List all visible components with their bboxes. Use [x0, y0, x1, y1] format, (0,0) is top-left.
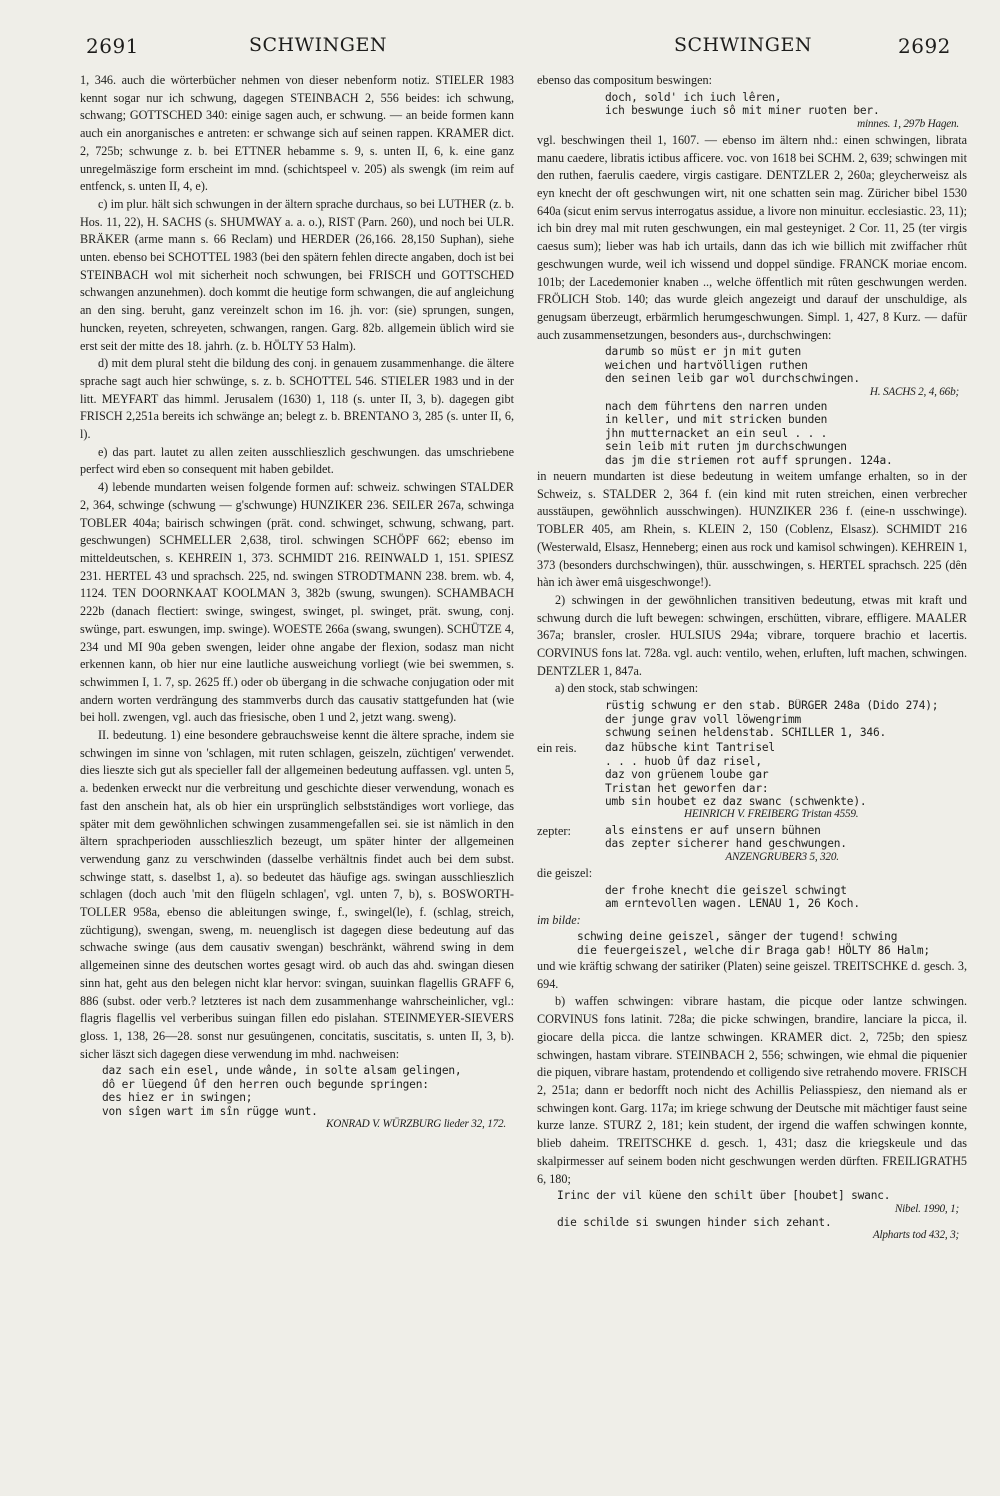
verse-quote — [605, 91, 967, 131]
verse-quote — [102, 1064, 514, 1131]
paragraph: e) das part. lautet zu allen zeiten ausschlieszlich geschwungen. das umschriebene perfect wird eben so consequent mit haben gebildet. — [80, 444, 514, 477]
quote-label: ein reis. — [537, 741, 577, 756]
verse-line: rüstig schwung er den stab. BÜRGER 248a (Dido 274); — [605, 699, 939, 713]
verse-line: weichen und hartvölligen ruthen — [605, 358, 808, 372]
verse-quote — [605, 400, 967, 467]
verse-line: die feuergeiszel, welche dir Braga gab! HÖLTY 86 Halm; — [577, 943, 930, 957]
quote-source: H. SACHS 2, 4, 66b; — [869, 385, 959, 398]
verse-line: . . . huob ûf daz risel, — [605, 754, 762, 768]
labeled-quote — [537, 823, 967, 865]
verse-quote — [577, 930, 967, 957]
verse-line: ich beswunge iuch sô mit miner ruoten ber. — [605, 104, 880, 118]
quote-label: die geiszel: — [537, 866, 593, 881]
verse-line: schwing deine geiszel, sänger der tugend! schwing — [577, 930, 898, 944]
verse-line: Irinc der vil küene den schilt über [houbet] swanc. — [557, 1189, 891, 1203]
page-header — [0, 34, 1000, 68]
quote-source: KONRAD V. WÜRZBURG lieder 32, 172. — [325, 1118, 506, 1130]
paragraph: 4) lebende mundarten weisen folgende formen auf: schweiz. schwingen STALDER 2, 364, schwinge (schwung — g'schwunge) HUNZIKER 236. SEILER 267a, schwinga TOBLER 404a; bairisch schwingen (prät. cond. schwinget, schwung, schwang, part. geschwungen) SCHMELLER 2,638, tirol. schwingen SCHÖPF 662; ebenso im mitteldeutschen, s. KEHREIN 1, 373. SCHMIDT 216. REINWALD 1, 151. SPIESZ 231. HERTEL 43 und sprachsch. 225, nd. swingen STRODTMANN 238. brem. wb. 4, 1124. TEN DOORNKAAT KOOLMAN 3, 382b (swung, swungen). SCHAMBACH 222b (danach flectiert: swinge, swingest, swinget, pl. swinget, prät. swung, conj. swünge, part. eswungen, imp. swinge). WOESTE 266a (swang, swungen). SCHÜTZE 4, 234 und MI 90a geben swengen, leider ohne angabe der flexion, sodasz man nicht erkennen kann, ob hier nur eine lautliche ausweichung vorliegt (wie bei swemmen, s. schwimmen I, 1. 7, sp. 2625 ff.) oder ob übergang in die schwache conjugation oder mit andern worten verdrängung des stammverbs durch das causativ stattgefunden hat (wie bei holl. zwengen, vgl. auch das friesische, oben 1 und 2, jetzt wang. sweng). — [80, 480, 514, 725]
quote-source: ANZENGRUBER3 5, 320. — [725, 850, 839, 863]
paragraph: c) im plur. hält sich schwungen in der ältern sprache durchaus, so bei LUTHER (z. b. Hos. 11, 22), H. SACHS (s. SHUMWAY a. a. o.), RIST (Parn. 260), und noch bei ULR. BRÄKER (arme mann s. 66 Reclam) und HERDER (26,166. 28,150 Suphan), siehe unten. ebenso bei SCHOTTEL 1983 (bei den spätern fehlen directe angaben, doch ist bei STEINBACH wol mit sicherheit noch schwungen, bei FRISCH und GOTTSCHED schwangen anzunehmen). doch kommt die heutige form schwangen, die auf angleichung an den sing. beruht, ganz vereinzelt schon im 16. jh. vor: (sie) sprungen, sungen, huncken, reyeten, schreyeten, schwangen, rangen. Garg. 82b. allgemein üblich wird sie erst seit der mitte des 18. jahrh. (z. b. HÖLTY 53 Halm). — [80, 196, 514, 353]
quote-source: HEINRICH V. FREIBERG Tristan 4559. — [683, 808, 859, 821]
quote-source: minnes. 1, 297b Hagen. — [857, 117, 959, 130]
verse-line: der frohe knecht die geiszel schwingt — [605, 883, 847, 897]
verse-quote — [605, 741, 866, 821]
paragraph: b) waffen schwingen: vibrare hastam, die picque oder lantze schwingen. CORVINUS fons latinit. 728a; die picke schwingen, brandire, lanciare la picca, il. giocare della picca. die lantze schwingen. KRAMER dict. 2, 725b; den spiesz schwingen, hastam vibrare. STEINBACH 2, 556; schwingen, wie ehmal die piquenier die piquen, vibrare hastam, protendendo et colligendo sive retrahendo movere. FRISCH 2, 251a; dann er bedorfft noch nicht des Achillis Peliasspiesz, den niemand als er schwingen kont. Garg. 117a; im kriege schwung der Deutsche mit mächtiger faust seine kurze lanze. STURZ 2, 181; kein student, der irgend die waffen schwingen konnte, blieb daheim. TREITSCHKE d. gesch. 1, 431; dasz die kriegskeule und das skalpirmesser auf seinem boden nicht geschwungen werden dürften. FREILIGRATH5 6, 180; — [537, 994, 967, 1186]
quote-label: zepter: — [537, 823, 572, 838]
verse-quote — [605, 824, 847, 864]
verse-line: doch, sold' ich iuch lêren, — [605, 90, 782, 104]
verse-line: des hiez er in swingen; — [102, 1091, 253, 1105]
verse-line: umb sin houbet ez daz swanc (schwenkte). — [605, 795, 867, 808]
paragraph: ebenso das compositum beswingen: — [537, 73, 712, 87]
verse-line: die schilde si swungen hinder sich zehant. — [557, 1216, 832, 1230]
paragraph: d) mit dem plural steht die bildung des conj. in genauem zusammenhange. die ältere sprache sagt auch hier schwünge, s. z. b. SCHOTTEL 546. STIELER 1983 und in der litt. MEYFART das himml. Jerusalem (1630) 1, 118 (s. unter II, 3, b). dagegen gibt FRISCH 2,251a bereits ich schwänge an; belegt z. b. BRENTANO 3, 285 (s. unter II, 6, l). — [80, 356, 514, 442]
verse-quote — [557, 1189, 967, 1243]
verse-line: sein leib mit ruten jm durchschwungen — [605, 440, 847, 454]
verse-line: darumb so müst er jn mit guten — [605, 345, 802, 359]
verse-line: Tristan het geworfen dar: — [605, 781, 769, 795]
paragraph: II. bedeutung. 1) eine besondere gebrauchsweise kennt die ältere sprache, indem sie schwingen im sinne von 'schlagen, mit ruten schlagen, geiszeln, züchtigen' verwendet. dies lieszte sich gut als specieller fall der allgemeinen bedeutung auffassen. vgl. unten 5, a. bedenken erweckt nur die verbreitung und geschichte dieser verwendung, wonach es fast den anschein hat, als ob hier ein ursprünglich selbstständiges wort vorliege, das später mit dem gewöhnlichen schwingen zusammengefallen sei. sie ist nämlich in den ältern sprachperioden ausschlieszlich bezeugt, um später hinter der allgemeinen verwendung ganz zu verschwinden (dasselbe verhältnis findet auch bei dem subst. schwinge statt, s. daselbst 1, a). so bedeutet das häufige ags. swingan ausschlieszlich schlagen (doch auch 'mit den flügeln schlagen', vgl. unten 7, b), s. BOSWORTH-TOLLER 958a, ebenso die ableitungen swinge, f., swingel(le), f. (schlag, streich, züchtigung), swengan, sweng, m. neuenglisch ist dagegen diese bedeutung auf das schwache swinge (aus dem causativ swengan) beschränkt, während swing in dem allgemeinen sinne des deutschen wortes gesagt wird. ob auch das ahd. swingan diesen sinn hat, geht aus den belegen nicht klar hervor: svingan, suuinkan flagellis GRAFF 6, 886 (subst. oder verb.? letzteres ist nach dem zusammenhange wahrscheinlicher, vgl.: flagris flagellis vel verberibus suingan fillen edo pislahan. STEINMEYER-SIEVERS gloss. 1, 138, 26—28. sonst nur gesuüngenen, concitatis, suscitatis, s. unten II, 3, b). sicher läszt sich dagegen diese verwendung im mhd. nachweisen: — [80, 728, 514, 1061]
verse-line: daz sach ein esel, unde wânde, in solte alsam gelingen, — [102, 1064, 462, 1078]
verse-line: in keller, und mit stricken bunden — [605, 413, 828, 427]
left-column — [80, 72, 514, 1132]
verse-line: daz von grüenem loube gar — [605, 768, 769, 782]
verse-line: das jm die striemen rot auff sprungen. 124a. — [605, 453, 893, 467]
verse-line: das zepter sicherer hand geschwungen. — [605, 837, 847, 851]
right-page-number: 2692 — [898, 34, 951, 58]
verse-quote — [605, 699, 967, 739]
quote-label: im bilde: — [537, 912, 581, 927]
paragraph: und wie kräftig schwang der satiriker (Platen) seine geiszel. TREITSCHKE d. gesch. 3, 694. — [537, 959, 967, 991]
verse-line: dô er lüegend ûf den herren ouch begunde springen: — [102, 1077, 429, 1091]
paragraph: a) den stock, stab schwingen: — [555, 681, 699, 696]
left-running-head: SCHWINGEN — [249, 34, 387, 56]
verse-line: nach dem führtens den narren unden — [605, 399, 828, 413]
verse-quote — [605, 884, 967, 911]
paragraph: vgl. beschwingen theil 1, 1607. — ebenso im ältern nhd.: einen schwingen, librata manu caedere, libratis ictibus afficere. voc. von 1618 bei SCHM. 2, 639; schwingen mit den ruthen, faerulis caedere, virgis castigare. DENTZLER 2, 260a; gleycherweisz als eyn knecht der oft geschwungen wirt, nit one schatten sein mag. Züricher bibel 1530 640a (sicut enim servus interrogatus assidue, a livore non minuitur. ecclesiastic. 23, 11); ich bin drey mal mit ruten geschwungen, ein mal gesteyniget. 2 Cor. 11, 25 (ter virgis caesus sum); lieber was hab ich urtails, dann das ich wie billich mit zwiffacher rhût geschwungen wurde, weil ich wissend und doppel sündige. FRANCK moriae encom. 101b; der Lacedemonier knaben .., welche öffentlich mit rûten geschwungen werden. FRÖLICH Stob. 140; das wurde gleich angezeigt und darauf der unschuldige, als genugsam überzeugt, erbärmlich herumgeschwungen. Simpl. 1, 427, 8 Kurz. — dafür auch zusammensetzungen, besonders aus-, durchschwingen: — [537, 132, 967, 342]
right-column — [537, 72, 967, 1244]
quote-source: Alpharts tod 432, 3; — [872, 1229, 959, 1242]
right-running-head: SCHWINGEN — [674, 34, 812, 56]
verse-line: von sîgen wart im sîn rügge wunt. — [102, 1104, 318, 1118]
verse-line: jhn mutternacket an ein seul . . . — [605, 426, 828, 440]
verse-line: am erntevollen wagen. LENAU 1, 26 Koch. — [605, 897, 860, 911]
paragraph: in neuern mundarten ist diese bedeutung in weitem umfange erhalten, so in der Schweiz, s. STALDER 2, 364 f. (ein kind mit ruten streichen, einen verbrecher ausstäupen, gewöhnlich ausschwingen). HUNZIKER 236 f. (eine-n usschwinge). TOBLER 405, am Rhein, s. KLEIN 2, 150 (Coblenz, Elsasz). SCHMIDT 216 (Westerwald, Elsasz, Henneberg; einen aus rock und kamisol schwingen). KEHREIN 1, 373 (besonders durchschwingen), thür. ausschwingen, s. HERTEL sprachsch. 225 (dên hàn ich àwer emâ uisgeschwonge!). — [537, 469, 967, 590]
verse-line: daz hübsche kint Tantrisel — [605, 741, 775, 755]
labeled-quote — [537, 740, 967, 822]
verse-line: schwung seinen heldenstab. SCHILLER 1, 346. — [605, 725, 887, 739]
verse-quote — [605, 345, 967, 399]
paragraph: 1, 346. auch die wörterbücher nehmen von dieser nebenform notiz. STIELER 1983 kennt sogar nur ich schwung, dagegen STEINBACH 2, 556 beides: ich schwung, schwang; GOTTSCHED 340: einige sagen auch, er schwung. — an beide formen kann auch ein anorganisches e antreten: er schwange sich auf seinen rappen. KRAMER dict. 2, 725b; schwunge z. b. bei ETTNER hebamme s. 9, s. unten II, 6, k. eine ganz unregelmäszige form erscheint im mnd. (schichtspeel v. 205) als swengk (im reim auf entfenck, s. unten II, 4, e). — [80, 73, 514, 194]
quote-source: Nibel. 1990, 1; — [894, 1202, 959, 1215]
left-page-number: 2691 — [86, 34, 139, 58]
paragraph: 2) schwingen in der gewöhnlichen transitiven bedeutung, etwas mit kraft und schwung durch die luft bewegen: schwingen, erschütten, vibrare, effligere. MAALER 367a; bransler, crosler. HULSIUS 294a; vibrare, torquere brachio et lacertis. CORVINUS fons lat. 728a. vgl. auch: ventilo, wehen, erluften, luft machen, schwingen. DENTZLER 1, 847a. — [537, 592, 967, 678]
verse-line: der junge grav voll löwengrimm — [605, 712, 802, 726]
verse-line: den seinen leib gar wol durchschwingen. — [605, 372, 860, 386]
verse-line: als einstens er auf unsern bühnen — [605, 823, 821, 837]
